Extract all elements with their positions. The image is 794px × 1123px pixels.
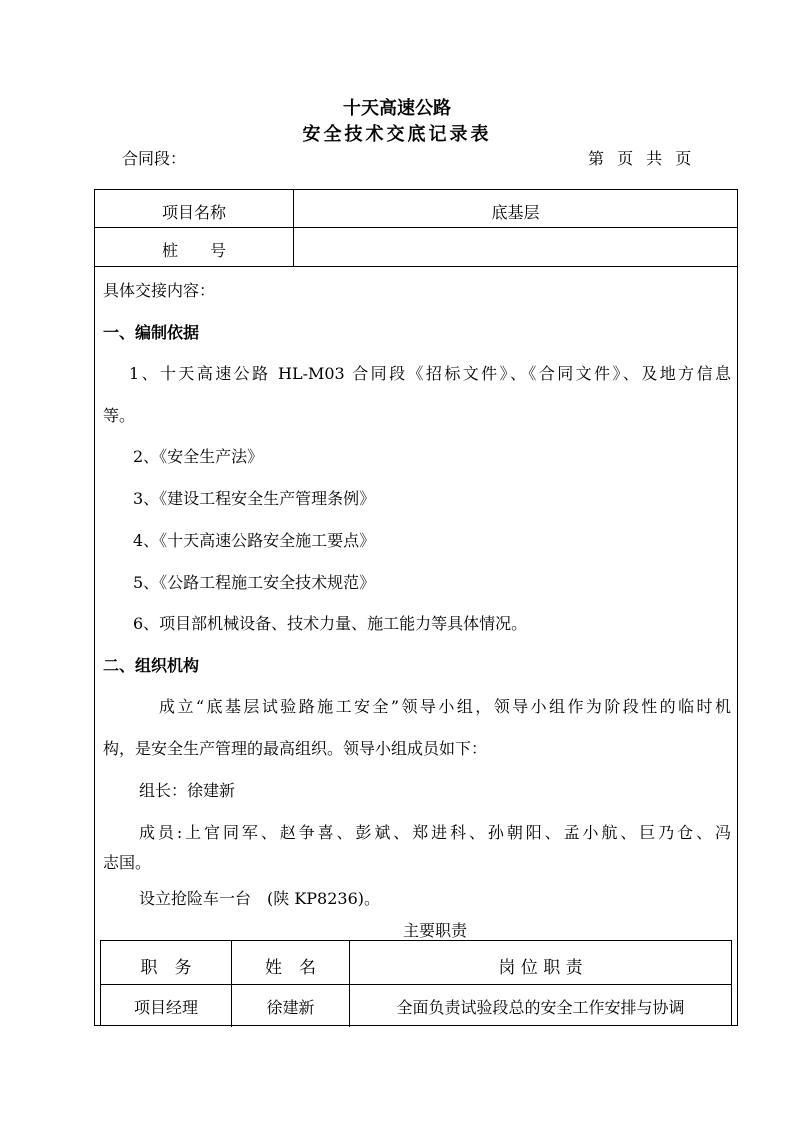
contract-section-label: 合同段： — [122, 149, 187, 168]
project-name-value: 底基层 — [491, 203, 540, 222]
basis-item-5: 5、《公路工程施工安全技术规范》 — [133, 573, 376, 592]
org-paragraph-line-1: 成立“底基层试验路施工安全”领导小组，领导小组作为阶段性的临时机 — [159, 697, 731, 716]
basis-item-4: 4、《十天高速公路安全施工要点》 — [133, 531, 376, 550]
duties-cell-position: 项目经理 — [133, 998, 198, 1017]
record-table — [94, 189, 738, 1026]
table-divider — [95, 227, 737, 228]
table-divider — [95, 266, 737, 267]
table-divider — [101, 984, 731, 985]
document-title: 十天高速公路 — [343, 98, 451, 119]
duties-table — [100, 940, 732, 1026]
station-label: 桩 号 — [161, 241, 226, 260]
page-info: 第 页 共 页 — [588, 149, 692, 168]
section-title-organization: 二、组织机构 — [103, 656, 200, 675]
section-title-basis: 一、编制依据 — [103, 323, 200, 342]
team-members-line-1: 成员:上官同军、赵争喜、彭斌、郑进科、孙朝阳、孟小航、巨乃仓、冯 — [139, 823, 731, 842]
project-name-label: 项目名称 — [161, 203, 226, 222]
basis-item-3: 3、《建设工程安全生产管理条例》 — [133, 489, 376, 508]
org-paragraph-line-2: 构，是安全生产管理的最高组织。领导小组成员如下： — [103, 739, 488, 758]
basis-item-1-cont: 等。 — [103, 406, 136, 425]
team-members-line-2: 志国。 — [103, 853, 152, 872]
rescue-vehicle: 设立抢险车一台 (陕 KP8236)。 — [139, 889, 381, 908]
basis-item-6: 6、项目部机械设备、技术力量、施工能力等具体情况。 — [133, 614, 528, 633]
duties-cell-responsibility: 全面负责试验段总的安全工作安排与协调 — [396, 998, 685, 1017]
basis-item-2: 2、《安全生产法》 — [133, 447, 264, 466]
duties-caption: 主要职责 — [402, 921, 467, 940]
duties-header-responsibility: 岗 位 职 责 — [498, 958, 583, 978]
team-leader: 组长：徐建新 — [139, 781, 236, 800]
basis-item-1: 1、十天高速公路 HL-M03 合同段《招标文件》、《合同文件》、及地方信息 — [129, 364, 731, 383]
duties-header-name: 姓 名 — [265, 958, 316, 978]
content-intro: 具体交接内容： — [103, 281, 216, 300]
document-subtitle: 安全技术交底记录表 — [302, 124, 492, 145]
duties-header-position: 职 务 — [140, 958, 192, 978]
duties-cell-name: 徐建新 — [266, 998, 315, 1017]
